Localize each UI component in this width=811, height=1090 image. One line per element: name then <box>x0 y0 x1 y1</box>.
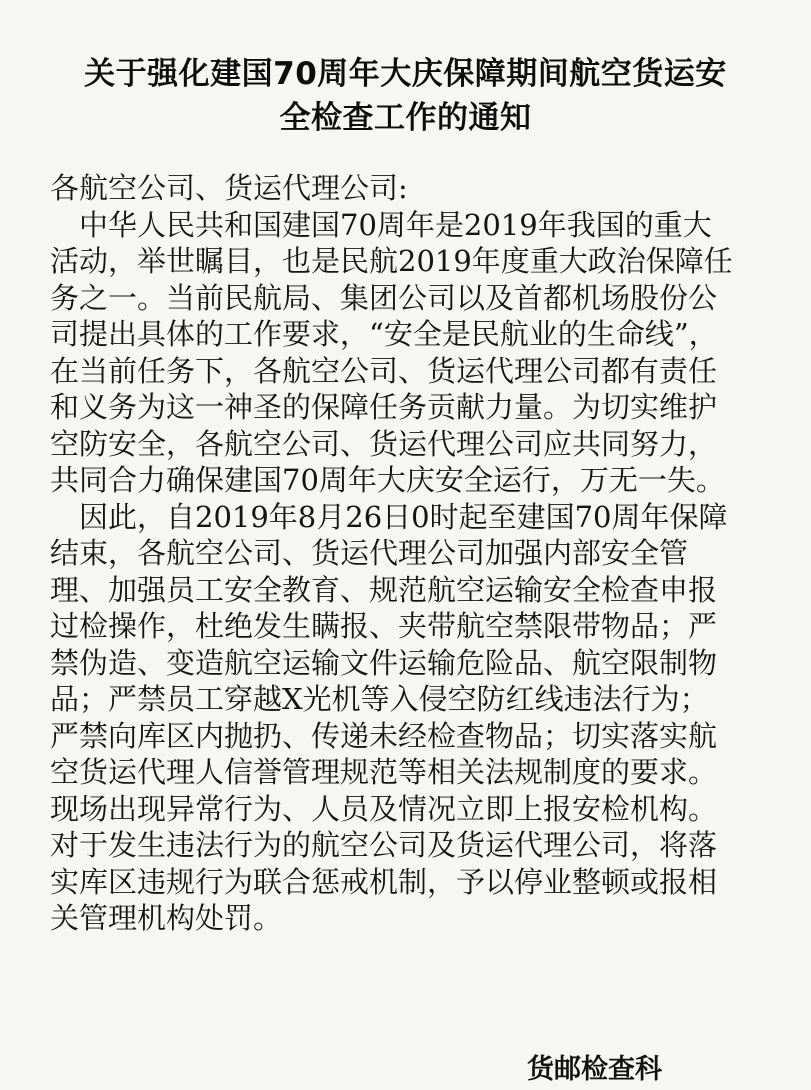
body-line: 在当前任务下，各航空公司、货运代理公司都有责任 <box>50 353 718 388</box>
notice-title-line-2: 全检查工作的通知 <box>279 100 532 136</box>
body-line: 和义务为这一神圣的保障任务贡献力量。为切实维护 <box>50 390 718 424</box>
body-line: 对于发生违法行为的航空公司及货运代理公司，将落 <box>50 828 718 862</box>
body-line: 共同合力确保建国70周年大庆安全运行，万无一失。 <box>50 463 725 497</box>
body-line: 品；严禁员工穿越X光机等入侵空防红线违法行为； <box>50 682 709 716</box>
body-line: 结束，各航空公司、货运代理公司加强内部安全管 <box>50 536 689 570</box>
body-line: 务之一。当前民航局、集团公司以及首都机场股份公 <box>50 280 718 315</box>
body-line: 理、加强员工安全教育、规范航空运输安全检查申报 <box>50 572 718 607</box>
salutation: 各航空公司、货运代理公司: <box>50 171 408 205</box>
notice-title <box>40 52 771 140</box>
body-line: 关管理机构处罚。 <box>50 901 283 935</box>
body-line: 因此，自2019年8月26日0时起至建国70周年保障 <box>50 499 728 534</box>
body-line: 实库区违规行为联合惩戒机制，予以停业整顿或报相 <box>50 864 718 899</box>
notice-title-line-1: 关于强化建国70周年大庆保障期间航空货运安 <box>84 56 727 92</box>
notice-body <box>50 170 770 937</box>
body-line: 活动，举世瞩目，也是民航2019年度重大政治保障任 <box>50 244 733 278</box>
body-line: 严禁向库区内抛扔、传递未经检查物品；切实落实航 <box>50 718 718 753</box>
body-line: 现场出现异常行为、人员及情况立即上报安检机构。 <box>50 791 718 826</box>
body-line: 中华人民共和国建国70周年是2019年我国的重大 <box>50 207 712 242</box>
issuer-signature: 货邮检查科 <box>527 1054 662 1085</box>
body-line: 空货运代理人信誉管理规范等相关法规制度的要求。 <box>50 755 718 789</box>
body-line: 空防安全，各航空公司、货运代理公司应共同努力， <box>50 426 718 461</box>
body-line: 司提出具体的工作要求，“安全是民航业的生命线”， <box>50 317 718 351</box>
body-line: 禁伪造、变造航空运输文件运输危险品、航空限制物 <box>50 645 718 680</box>
body-line: 过检操作，杜绝发生瞒报、夹带航空禁限带物品；严 <box>50 609 718 643</box>
